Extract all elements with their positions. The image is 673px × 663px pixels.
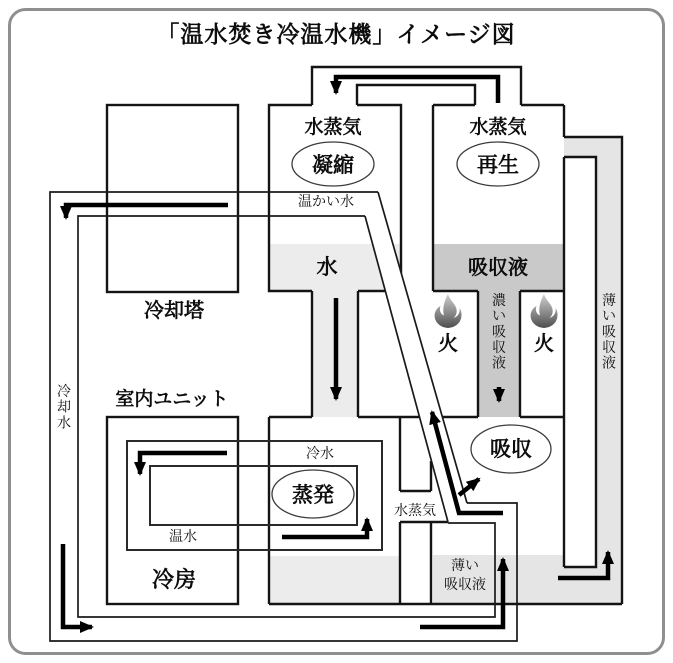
chilled-water-label: 冷水: [306, 445, 334, 461]
warm-water-label: 温かい水: [298, 193, 354, 209]
condenser-vapor-label: 水蒸気: [304, 117, 362, 138]
dilute-channel-top-stub-fill: [564, 137, 622, 157]
cooling-mode-label: 冷房: [151, 567, 197, 592]
water-label: 水: [316, 256, 338, 279]
dilute-bottom-label-line2: 吸収液: [444, 576, 486, 592]
fire-left-label: 火: [438, 333, 458, 355]
cooling-tower-label: 冷却塔: [144, 300, 204, 322]
regenerate-label: 再生: [477, 154, 519, 177]
indoor-unit-title: 室内ユニット: [115, 389, 229, 410]
dilute-absorbent-channel-label: 薄い吸収液: [602, 292, 616, 371]
fire-right-label: 火: [534, 333, 554, 355]
absorb-label: 吸収: [490, 438, 532, 461]
generator-vapor-label: 水蒸気: [469, 117, 527, 138]
dilute-channel-fill: [596, 157, 622, 604]
cooling-water-label: 冷却水: [57, 383, 71, 431]
condense-label: 凝縮: [312, 154, 354, 177]
hot-water-label: 温水: [169, 528, 197, 544]
evaporate-label: 蒸発: [292, 484, 334, 507]
mid-vapor-label: 水蒸気: [394, 502, 436, 518]
concentrated-absorbent-label: 濃い吸収液: [492, 292, 506, 371]
dilute-bottom-label-line1: 薄い: [451, 557, 479, 573]
evaporator-bottom-fill: [270, 556, 400, 603]
diagram-title: 「温水焚き冷温水機」イメージ図: [156, 21, 516, 47]
absorbent-label: 吸収液: [468, 257, 528, 279]
